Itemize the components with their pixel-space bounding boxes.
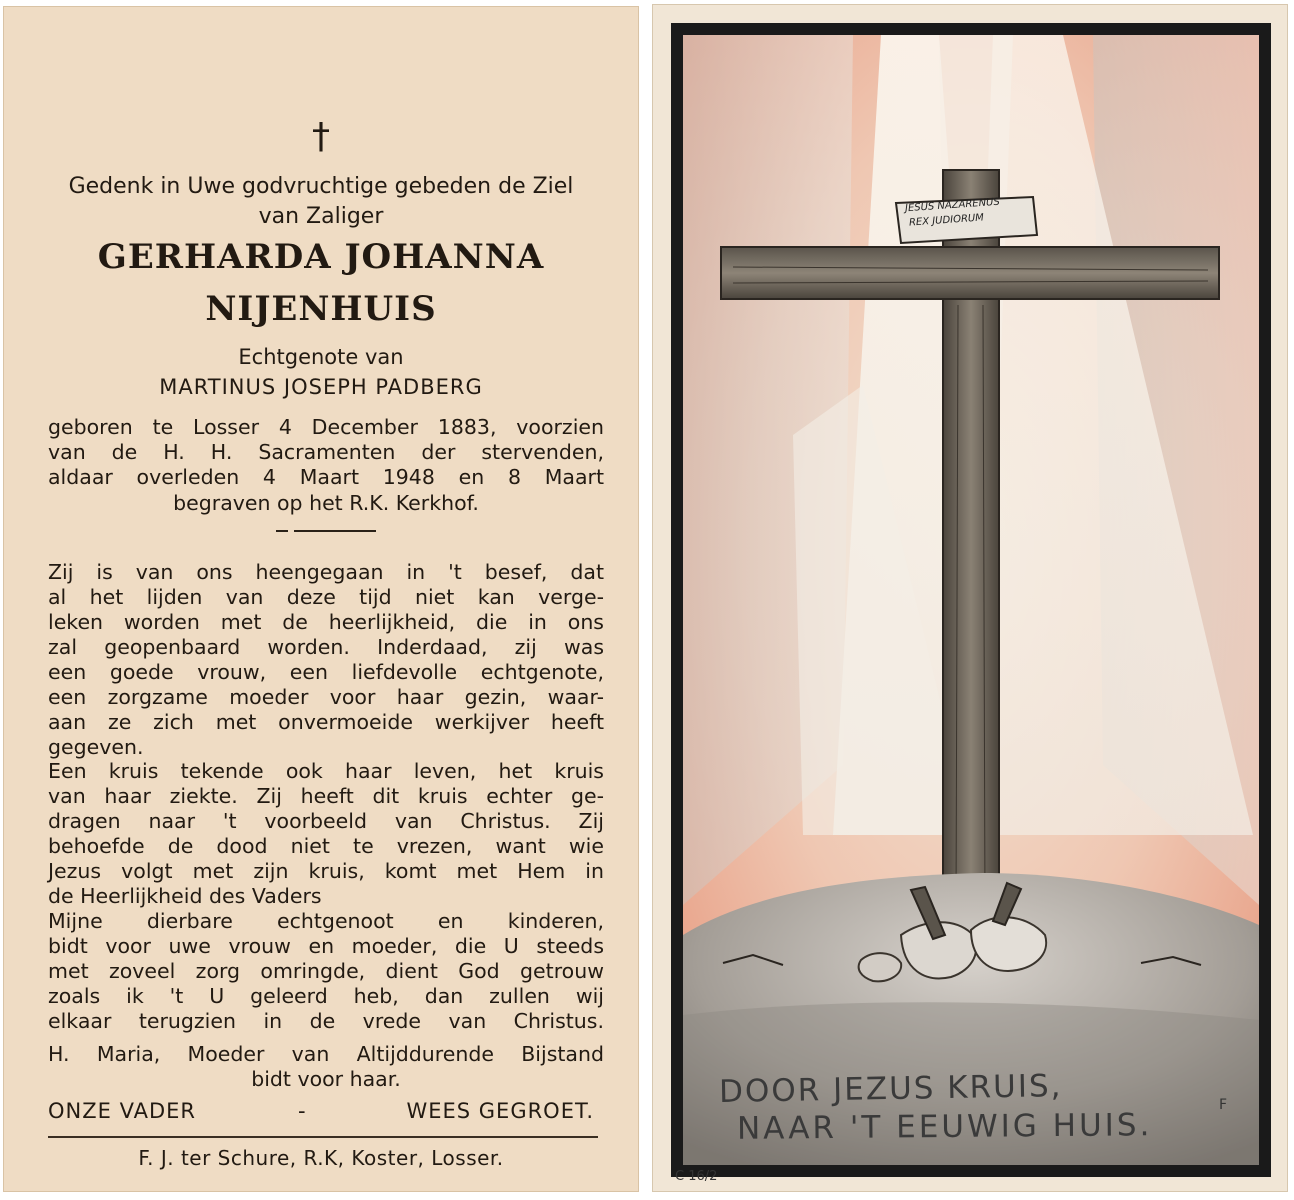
body-line: met zoveel zorg omringde, dient God getrouw bbox=[48, 959, 604, 983]
cross-symbol-icon: † bbox=[312, 116, 330, 157]
body-line: zoals ik 't U geleerd heb, dan zullen wij bbox=[48, 984, 604, 1008]
body-line: Jezus volgt met zijn kruis, komt met Hem in bbox=[48, 859, 604, 883]
bio-line: geboren te Losser 4 December 1883, voorzien bbox=[48, 415, 604, 439]
body-line: zal geopenbaard worden. Inderdaad, zij was bbox=[48, 635, 604, 659]
bio-line: van de H. H. Sacramenten der stervenden, bbox=[48, 440, 604, 464]
caption-line-1: DOOR JEZUS KRUIS, bbox=[718, 1068, 1063, 1110]
prayer-our-father: ONZE VADER bbox=[48, 1099, 196, 1123]
prayer-hail-mary: WEES GEGROET. bbox=[406, 1099, 594, 1123]
body-line: Mijne dierbare echtgenoot en kinderen, bbox=[48, 909, 604, 933]
body-line: Zij is van ons heengegaan in 't besef, dat bbox=[48, 560, 604, 584]
body-line: gegeven. bbox=[48, 735, 144, 759]
body-line: aan ze zich met onvermoeide werkijver heeft bbox=[48, 710, 604, 734]
inri-sign-line-2: REX JUDIORUM bbox=[908, 212, 985, 229]
memorial-card-image-side bbox=[652, 4, 1288, 1192]
body-line: een goede vrouw, een liefdevolle echtgenote, bbox=[48, 660, 604, 684]
ornament-divider bbox=[276, 529, 376, 533]
body-line: bidt voor uwe vrouw en moeder, die U steeds bbox=[48, 934, 604, 958]
body-line: leken worden met de heerlijkheid, die in ons bbox=[48, 610, 604, 634]
deceased-name-line-1: GERHARDA JOHANNA bbox=[97, 237, 545, 277]
body-line: H. Maria, Moeder van Altijddurende Bijstand bbox=[48, 1042, 604, 1066]
body-line: al het lijden van deze tijd niet kan verge- bbox=[48, 585, 604, 609]
bio-line: begraven op het R.K. Kerkhof. bbox=[173, 491, 479, 515]
body-line: dragen naar 't voorbeeld van Christus. Zij bbox=[48, 809, 604, 833]
printer-credit: F. J. ter Schure, R.K, Koster, Losser. bbox=[138, 1146, 504, 1170]
body-line: de Heerlijkheid des Vaders bbox=[48, 884, 322, 908]
deceased-name-line-2: NIJENHUIS bbox=[205, 289, 437, 329]
body-line: een zorgzame moeder voor haar gezin, waar- bbox=[48, 685, 604, 709]
artist-monogram: F bbox=[1219, 1097, 1228, 1113]
footer-rule bbox=[48, 1136, 598, 1138]
body-line: Een kruis tekende ook haar leven, het kruis bbox=[48, 759, 604, 783]
spouse-name: MARTINUS JOSEPH PADBERG bbox=[159, 375, 483, 399]
crucifix-illustration bbox=[653, 5, 1289, 1193]
bio-line: aldaar overleden 4 Maart 1948 en 8 Maart bbox=[48, 465, 604, 489]
intro-line-1: Gedenk in Uwe godvruchtige gebeden de Ziel bbox=[68, 174, 574, 199]
body-line: van haar ziekte. Zij heeft dit kruis echter ge- bbox=[48, 784, 604, 808]
spouse-label: Echtgenote van bbox=[238, 345, 404, 369]
intro-line-2: van Zaliger bbox=[258, 204, 384, 229]
inri-sign-line-1: JESUS NAZARENUS bbox=[904, 196, 1001, 215]
memorial-card-text-side bbox=[3, 6, 639, 1192]
caption-line-2: NAAR 'T EEUWIG HUIS. bbox=[736, 1107, 1153, 1147]
body-line: bidt voor haar. bbox=[251, 1067, 401, 1091]
body-line: behoefde de dood niet te vrezen, want wie bbox=[48, 834, 604, 858]
body-line: elkaar terugzien in de vrede van Christus. bbox=[48, 1009, 604, 1033]
prayer-separator: - bbox=[298, 1099, 306, 1123]
print-code: C 16/2 bbox=[675, 1169, 718, 1184]
